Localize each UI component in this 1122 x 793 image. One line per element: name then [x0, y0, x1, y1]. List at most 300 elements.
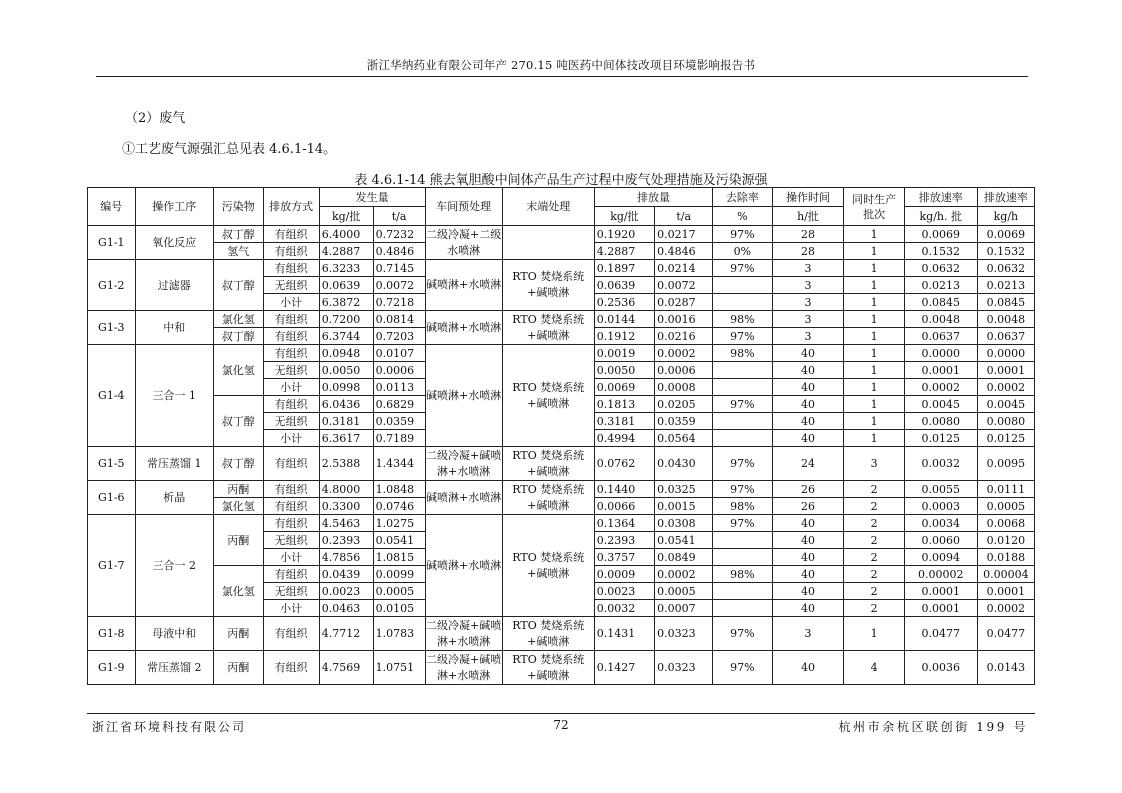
cell-rate: 0.0213: [977, 277, 1034, 294]
cell-em-kg: 0.1440: [594, 481, 654, 498]
cell-time: 40: [772, 430, 844, 447]
cell-gen-ta: 0.0072: [373, 277, 425, 294]
table-row: [88, 515, 1035, 532]
cell-rate: 0.0000: [977, 345, 1034, 362]
cell-time: 40: [772, 600, 844, 617]
cell-gen-kg: 0.0948: [319, 345, 373, 362]
cell-pre-treatment: 碱喷淋+水喷淋: [425, 311, 502, 345]
cell-gen-ta: 1.0783: [373, 617, 425, 651]
cell-process: 三合一 1: [135, 345, 213, 447]
cell-pollutant: 叔丁醇: [213, 447, 263, 481]
cell-rate: 0.0845: [977, 294, 1034, 311]
cell-rate: 0.0632: [977, 260, 1034, 277]
cell-gen-ta: 0.0113: [373, 379, 425, 396]
running-header: 浙江华纳药业有限公司年产 270.15 吨医药中间体技改项目环境影响报告书: [366, 58, 756, 72]
cell-mode: 有组织: [263, 396, 319, 413]
cell-mode: 有组织: [263, 226, 319, 243]
cell-batches: 1: [844, 379, 904, 396]
col-header-generation: 发生量: [319, 188, 425, 207]
table-caption: 表 4.6.1-14 熊去氧胆酸中间体产品生产过程中废气处理措施及污染源强: [354, 173, 768, 188]
cell-em-ta: 0.0216: [655, 328, 713, 345]
cell-em-kg: 0.0009: [594, 566, 654, 583]
cell-pre-treatment: 碱喷淋+水喷淋: [425, 515, 502, 617]
cell-em-kg: 0.3181: [594, 413, 654, 430]
cell-rate-per-batch: 0.0034: [904, 515, 977, 532]
cell-removal: [713, 294, 772, 311]
cell-gen-ta: 1.0815: [373, 549, 425, 566]
cell-rate-per-batch: 0.0001: [904, 600, 977, 617]
cell-batches: 2: [844, 600, 904, 617]
cell-rate-per-batch: 0.0048: [904, 311, 977, 328]
cell-em-ta: 0.0287: [655, 294, 713, 311]
cell-em-kg: 0.1431: [594, 617, 654, 651]
cell-end-treatment: RTO 焚烧系统+碱喷淋: [502, 481, 594, 515]
cell-gen-ta: 0.4846: [373, 243, 425, 260]
cell-rate: 0.0045: [977, 396, 1034, 413]
cell-rate-per-batch: 0.0003: [904, 498, 977, 515]
cell-pollutant: 氢气: [213, 243, 263, 260]
cell-em-ta: 0.0217: [655, 226, 713, 243]
cell-rate: 0.0637: [977, 328, 1034, 345]
cell-mode: 有组织: [263, 617, 319, 651]
cell-mode: 有组织: [263, 651, 319, 685]
cell-rate-per-batch: 0.0055: [904, 481, 977, 498]
cell-pre-treatment: 二级冷凝+二级水喷淋: [425, 226, 502, 260]
cell-em-kg: 0.1897: [594, 260, 654, 277]
cell-end-treatment: RTO 焚烧系统+碱喷淋: [502, 311, 594, 345]
unit-r1: kg/h. 批: [904, 207, 977, 226]
cell-batches: 2: [844, 566, 904, 583]
cell-em-kg: 0.0144: [594, 311, 654, 328]
cell-em-kg: 0.1912: [594, 328, 654, 345]
cell-em-ta: 0.0308: [655, 515, 713, 532]
cell-gen-kg: 0.3181: [319, 413, 373, 430]
col-header-removal: 去除率: [713, 188, 772, 207]
cell-rate-per-batch: 0.0637: [904, 328, 977, 345]
cell-gen-ta: 0.7203: [373, 328, 425, 345]
cell-gen-ta: 1.0275: [373, 515, 425, 532]
cell-gen-kg: 4.8000: [319, 481, 373, 498]
cell-gen-ta: 0.0006: [373, 362, 425, 379]
cell-removal: [713, 583, 772, 600]
cell-rate: 0.0068: [977, 515, 1034, 532]
cell-time: 28: [772, 243, 844, 260]
col-header-time: 操作时间: [772, 188, 844, 207]
cell-rate: 0.0188: [977, 549, 1034, 566]
cell-mode: 有组织: [263, 345, 319, 362]
cell-mode: 无组织: [263, 362, 319, 379]
cell-rate-per-batch: 0.0060: [904, 532, 977, 549]
cell-process: 常压蒸馏 2: [135, 651, 213, 685]
cell-removal: 97%: [713, 447, 772, 481]
cell-source-id: G1-5: [88, 447, 136, 481]
cell-rate: 0.0125: [977, 430, 1034, 447]
cell-rate: 0.0048: [977, 311, 1034, 328]
cell-mode: 小计: [263, 600, 319, 617]
cell-em-kg: 0.0050: [594, 362, 654, 379]
cell-rate-per-batch: 0.0069: [904, 226, 977, 243]
col-header-pollutant: 污染物: [213, 188, 263, 226]
cell-rate-per-batch: 0.0213: [904, 277, 977, 294]
table-row: [88, 447, 1035, 481]
cell-em-ta: 0.0325: [655, 481, 713, 498]
cell-removal: 0%: [713, 243, 772, 260]
cell-em-ta: 0.0002: [655, 345, 713, 362]
cell-removal: 98%: [713, 498, 772, 515]
cell-mode: 小计: [263, 549, 319, 566]
cell-pollutant: 氯化氢: [213, 498, 263, 515]
cell-rate-per-batch: 0.0000: [904, 345, 977, 362]
cell-mode: 有组织: [263, 311, 319, 328]
cell-rate-per-batch: 0.0032: [904, 447, 977, 481]
cell-gen-kg: 0.0439: [319, 566, 373, 583]
cell-removal: [713, 430, 772, 447]
cell-em-ta: 0.0430: [655, 447, 713, 481]
cell-gen-ta: 0.0541: [373, 532, 425, 549]
table-row: [88, 617, 1035, 651]
cell-removal: [713, 600, 772, 617]
cell-pollutant: 氯化氢: [213, 566, 263, 617]
cell-removal: 97%: [713, 328, 772, 345]
cell-gen-kg: 4.5463: [319, 515, 373, 532]
cell-pre-treatment: 碱喷淋+水喷淋: [425, 345, 502, 447]
cell-em-kg: 0.1813: [594, 396, 654, 413]
cell-em-kg: 0.2536: [594, 294, 654, 311]
cell-rate-per-batch: 0.0125: [904, 430, 977, 447]
cell-time: 26: [772, 481, 844, 498]
cell-rate: 0.0120: [977, 532, 1034, 549]
col-header-batches: 同时生产批次: [844, 188, 904, 226]
cell-batches: 3: [844, 447, 904, 481]
cell-gen-ta: 1.4344: [373, 447, 425, 481]
cell-gen-ta: 1.0848: [373, 481, 425, 498]
cell-batches: 2: [844, 532, 904, 549]
cell-end-treatment: RTO 焚烧系统+碱喷淋: [502, 447, 594, 481]
cell-em-ta: 0.0323: [655, 651, 713, 685]
cell-gen-kg: 6.3744: [319, 328, 373, 345]
cell-mode: 有组织: [263, 566, 319, 583]
cell-em-kg: 0.3757: [594, 549, 654, 566]
cell-process: 常压蒸馏 1: [135, 447, 213, 481]
cell-em-kg: 0.1364: [594, 515, 654, 532]
cell-gen-ta: 0.0746: [373, 498, 425, 515]
cell-removal: 98%: [713, 311, 772, 328]
cell-batches: 1: [844, 617, 904, 651]
cell-rate: 0.0001: [977, 362, 1034, 379]
cell-time: 40: [772, 651, 844, 685]
cell-gen-kg: 0.0639: [319, 277, 373, 294]
cell-mode: 有组织: [263, 498, 319, 515]
cell-em-ta: 0.0005: [655, 583, 713, 600]
cell-end-treatment: [502, 226, 594, 260]
cell-time: 40: [772, 532, 844, 549]
cell-em-ta: 0.0015: [655, 498, 713, 515]
cell-time: 40: [772, 583, 844, 600]
cell-batches: 1: [844, 277, 904, 294]
cell-removal: 97%: [713, 651, 772, 685]
cell-rate: 0.0477: [977, 617, 1034, 651]
cell-process: 三合一 2: [135, 515, 213, 617]
cell-rate: 0.0080: [977, 413, 1034, 430]
cell-mode: 无组织: [263, 532, 319, 549]
cell-gen-kg: 0.0050: [319, 362, 373, 379]
table-row: [88, 311, 1035, 328]
cell-gen-kg: 0.2393: [319, 532, 373, 549]
cell-rate: 0.0095: [977, 447, 1034, 481]
col-header-process: 操作工序: [135, 188, 213, 226]
table-row: [88, 345, 1035, 362]
cell-gen-kg: 6.0436: [319, 396, 373, 413]
cell-gen-kg: 2.5388: [319, 447, 373, 481]
cell-em-ta: 0.0564: [655, 430, 713, 447]
cell-em-ta: 0.0541: [655, 532, 713, 549]
cell-removal: 97%: [713, 617, 772, 651]
cell-mode: 有组织: [263, 447, 319, 481]
cell-em-kg: 0.1427: [594, 651, 654, 685]
cell-mode: 小计: [263, 294, 319, 311]
cell-end-treatment: RTO 焚烧系统+碱喷淋: [502, 345, 594, 447]
cell-batches: 4: [844, 651, 904, 685]
cell-rate-per-batch: 0.0002: [904, 379, 977, 396]
table-row: [88, 226, 1035, 243]
cell-removal: 97%: [713, 515, 772, 532]
cell-rate: 0.00004: [977, 566, 1034, 583]
cell-gen-ta: 0.0105: [373, 600, 425, 617]
cell-batches: 1: [844, 362, 904, 379]
cell-time: 3: [772, 260, 844, 277]
cell-source-id: G1-2: [88, 260, 136, 311]
intro-paragraph: ①工艺废气源强汇总见表 4.6.1-14。: [122, 142, 337, 157]
cell-rate-per-batch: 0.1532: [904, 243, 977, 260]
cell-pollutant: 丙酮: [213, 481, 263, 498]
cell-removal: [713, 277, 772, 294]
cell-em-ta: 0.0849: [655, 549, 713, 566]
cell-gen-ta: 0.7232: [373, 226, 425, 243]
cell-batches: 1: [844, 396, 904, 413]
cell-time: 40: [772, 515, 844, 532]
cell-em-ta: 0.0016: [655, 311, 713, 328]
col-header-pre: 车间预处理: [425, 188, 502, 226]
cell-process: 析晶: [135, 481, 213, 515]
cell-time: 40: [772, 396, 844, 413]
cell-time: 3: [772, 617, 844, 651]
cell-gen-kg: 4.7856: [319, 549, 373, 566]
footer-rule: [87, 713, 1035, 714]
cell-em-kg: 0.0023: [594, 583, 654, 600]
cell-mode: 有组织: [263, 260, 319, 277]
footer-company: 浙江省环境科技有限公司: [92, 720, 247, 734]
cell-pollutant: 叔丁醇: [213, 226, 263, 243]
cell-mode: 无组织: [263, 413, 319, 430]
cell-end-treatment: RTO 焚烧系统+碱喷淋: [502, 515, 594, 617]
cell-end-treatment: RTO 焚烧系统+碱喷淋: [502, 260, 594, 311]
unit-h: h/批: [772, 207, 844, 226]
cell-em-kg: 0.2393: [594, 532, 654, 549]
cell-removal: 97%: [713, 226, 772, 243]
cell-time: 40: [772, 549, 844, 566]
cell-removal: 98%: [713, 566, 772, 583]
cell-time: 40: [772, 413, 844, 430]
cell-gen-kg: 0.3300: [319, 498, 373, 515]
footer-page-number: 72: [553, 718, 569, 732]
cell-mode: 有组织: [263, 481, 319, 498]
section-heading: （2）废气: [125, 111, 186, 126]
unit-em-ta: t/a: [655, 207, 713, 226]
cell-pollutant: 丙酮: [213, 651, 263, 685]
cell-em-kg: 0.0019: [594, 345, 654, 362]
cell-em-ta: 0.0072: [655, 277, 713, 294]
cell-batches: 1: [844, 345, 904, 362]
cell-pre-treatment: 碱喷淋+水喷淋: [425, 260, 502, 311]
cell-gen-kg: 6.3617: [319, 430, 373, 447]
cell-rate-per-batch: 0.0080: [904, 413, 977, 430]
cell-batches: 2: [844, 498, 904, 515]
cell-em-kg: 4.2887: [594, 243, 654, 260]
emission-table: [87, 187, 1035, 685]
cell-time: 26: [772, 498, 844, 515]
cell-removal: [713, 362, 772, 379]
cell-rate: 0.0111: [977, 481, 1034, 498]
cell-batches: 1: [844, 226, 904, 243]
cell-rate: 0.0002: [977, 379, 1034, 396]
cell-gen-ta: 0.0005: [373, 583, 425, 600]
cell-time: 40: [772, 566, 844, 583]
cell-removal: [713, 379, 772, 396]
unit-gen-kg: kg/批: [319, 207, 373, 226]
cell-rate: 0.1532: [977, 243, 1034, 260]
cell-source-id: G1-8: [88, 617, 136, 651]
cell-time: 28: [772, 226, 844, 243]
cell-em-ta: 0.0323: [655, 617, 713, 651]
cell-time: 3: [772, 328, 844, 345]
cell-end-treatment: RTO 焚烧系统+碱喷淋: [502, 651, 594, 685]
cell-rate: 0.0001: [977, 583, 1034, 600]
cell-rate: 0.0002: [977, 600, 1034, 617]
cell-em-ta: 0.0359: [655, 413, 713, 430]
cell-em-kg: 0.0639: [594, 277, 654, 294]
unit-r2: kg/h: [977, 207, 1034, 226]
cell-batches: 2: [844, 481, 904, 498]
cell-process: 过滤器: [135, 260, 213, 311]
cell-mode: 有组织: [263, 515, 319, 532]
unit-em-kg: kg/批: [594, 207, 654, 226]
header-rule: [96, 76, 1028, 77]
col-header-rate1: 排放速率: [904, 188, 977, 207]
cell-pollutant: 氯化氢: [213, 345, 263, 396]
cell-pollutant: 丙酮: [213, 617, 263, 651]
cell-time: 40: [772, 379, 844, 396]
cell-gen-ta: 0.0099: [373, 566, 425, 583]
cell-process: 母液中和: [135, 617, 213, 651]
cell-source-id: G1-6: [88, 481, 136, 515]
cell-pollutant: 丙酮: [213, 515, 263, 566]
cell-rate-per-batch: 0.0094: [904, 549, 977, 566]
cell-pollutant: 叔丁醇: [213, 328, 263, 345]
cell-gen-ta: 0.0107: [373, 345, 425, 362]
cell-batches: 2: [844, 583, 904, 600]
cell-em-kg: 0.0069: [594, 379, 654, 396]
cell-em-ta: 0.4846: [655, 243, 713, 260]
cell-pollutant: 氯化氢: [213, 311, 263, 328]
cell-pre-treatment: 二级冷凝+碱喷淋+水喷淋: [425, 651, 502, 685]
cell-pre-treatment: 碱喷淋+水喷淋: [425, 481, 502, 515]
cell-mode: 有组织: [263, 243, 319, 260]
cell-removal: 98%: [713, 345, 772, 362]
cell-rate-per-batch: 0.0036: [904, 651, 977, 685]
cell-end-treatment: RTO 焚烧系统+碱喷淋: [502, 617, 594, 651]
cell-process: 中和: [135, 311, 213, 345]
cell-process: 氧化反应: [135, 226, 213, 260]
cell-em-kg: 0.0762: [594, 447, 654, 481]
cell-rate-per-batch: 0.0001: [904, 362, 977, 379]
cell-rate-per-batch: 0.0045: [904, 396, 977, 413]
col-header-mode: 排放方式: [263, 188, 319, 226]
cell-rate: 0.0005: [977, 498, 1034, 515]
cell-em-ta: 0.0002: [655, 566, 713, 583]
cell-gen-ta: 0.0359: [373, 413, 425, 430]
cell-gen-ta: 0.0814: [373, 311, 425, 328]
cell-batches: 1: [844, 260, 904, 277]
cell-batches: 1: [844, 311, 904, 328]
cell-source-id: G1-1: [88, 226, 136, 260]
cell-batches: 1: [844, 413, 904, 430]
cell-gen-kg: 0.7200: [319, 311, 373, 328]
cell-gen-kg: 4.7712: [319, 617, 373, 651]
table-row: [88, 481, 1035, 498]
cell-mode: 无组织: [263, 277, 319, 294]
table-row: [88, 651, 1035, 685]
cell-source-id: G1-4: [88, 345, 136, 447]
cell-em-kg: 0.1920: [594, 226, 654, 243]
cell-gen-ta: 0.6829: [373, 396, 425, 413]
col-header-emission: 排放量: [594, 188, 712, 207]
cell-time: 40: [772, 362, 844, 379]
cell-removal: 97%: [713, 260, 772, 277]
cell-batches: 1: [844, 294, 904, 311]
cell-gen-kg: 0.0998: [319, 379, 373, 396]
cell-time: 40: [772, 345, 844, 362]
cell-pre-treatment: 二级冷凝+碱喷淋+水喷淋: [425, 617, 502, 651]
cell-rate-per-batch: 0.0845: [904, 294, 977, 311]
cell-rate-per-batch: 0.0632: [904, 260, 977, 277]
cell-removal: 97%: [713, 481, 772, 498]
cell-batches: 2: [844, 515, 904, 532]
cell-gen-ta: 0.7145: [373, 260, 425, 277]
cell-mode: 有组织: [263, 328, 319, 345]
cell-removal: [713, 549, 772, 566]
cell-rate: 0.0143: [977, 651, 1034, 685]
table-row: [88, 260, 1035, 277]
cell-rate-per-batch: 0.0001: [904, 583, 977, 600]
cell-em-ta: 0.0008: [655, 379, 713, 396]
cell-source-id: G1-7: [88, 515, 136, 617]
unit-pct: %: [713, 207, 772, 226]
cell-gen-kg: 4.7569: [319, 651, 373, 685]
cell-rate-per-batch: 0.0477: [904, 617, 977, 651]
cell-batches: 2: [844, 549, 904, 566]
cell-em-ta: 0.0006: [655, 362, 713, 379]
cell-gen-kg: 0.0023: [319, 583, 373, 600]
cell-mode: 无组织: [263, 583, 319, 600]
col-header-rate2: 排放速率: [977, 188, 1034, 207]
cell-removal: [713, 413, 772, 430]
col-header-no: 编号: [88, 188, 136, 226]
cell-time: 3: [772, 294, 844, 311]
cell-mode: 小计: [263, 379, 319, 396]
cell-rate-per-batch: 0.00002: [904, 566, 977, 583]
cell-removal: [713, 532, 772, 549]
cell-batches: 1: [844, 430, 904, 447]
